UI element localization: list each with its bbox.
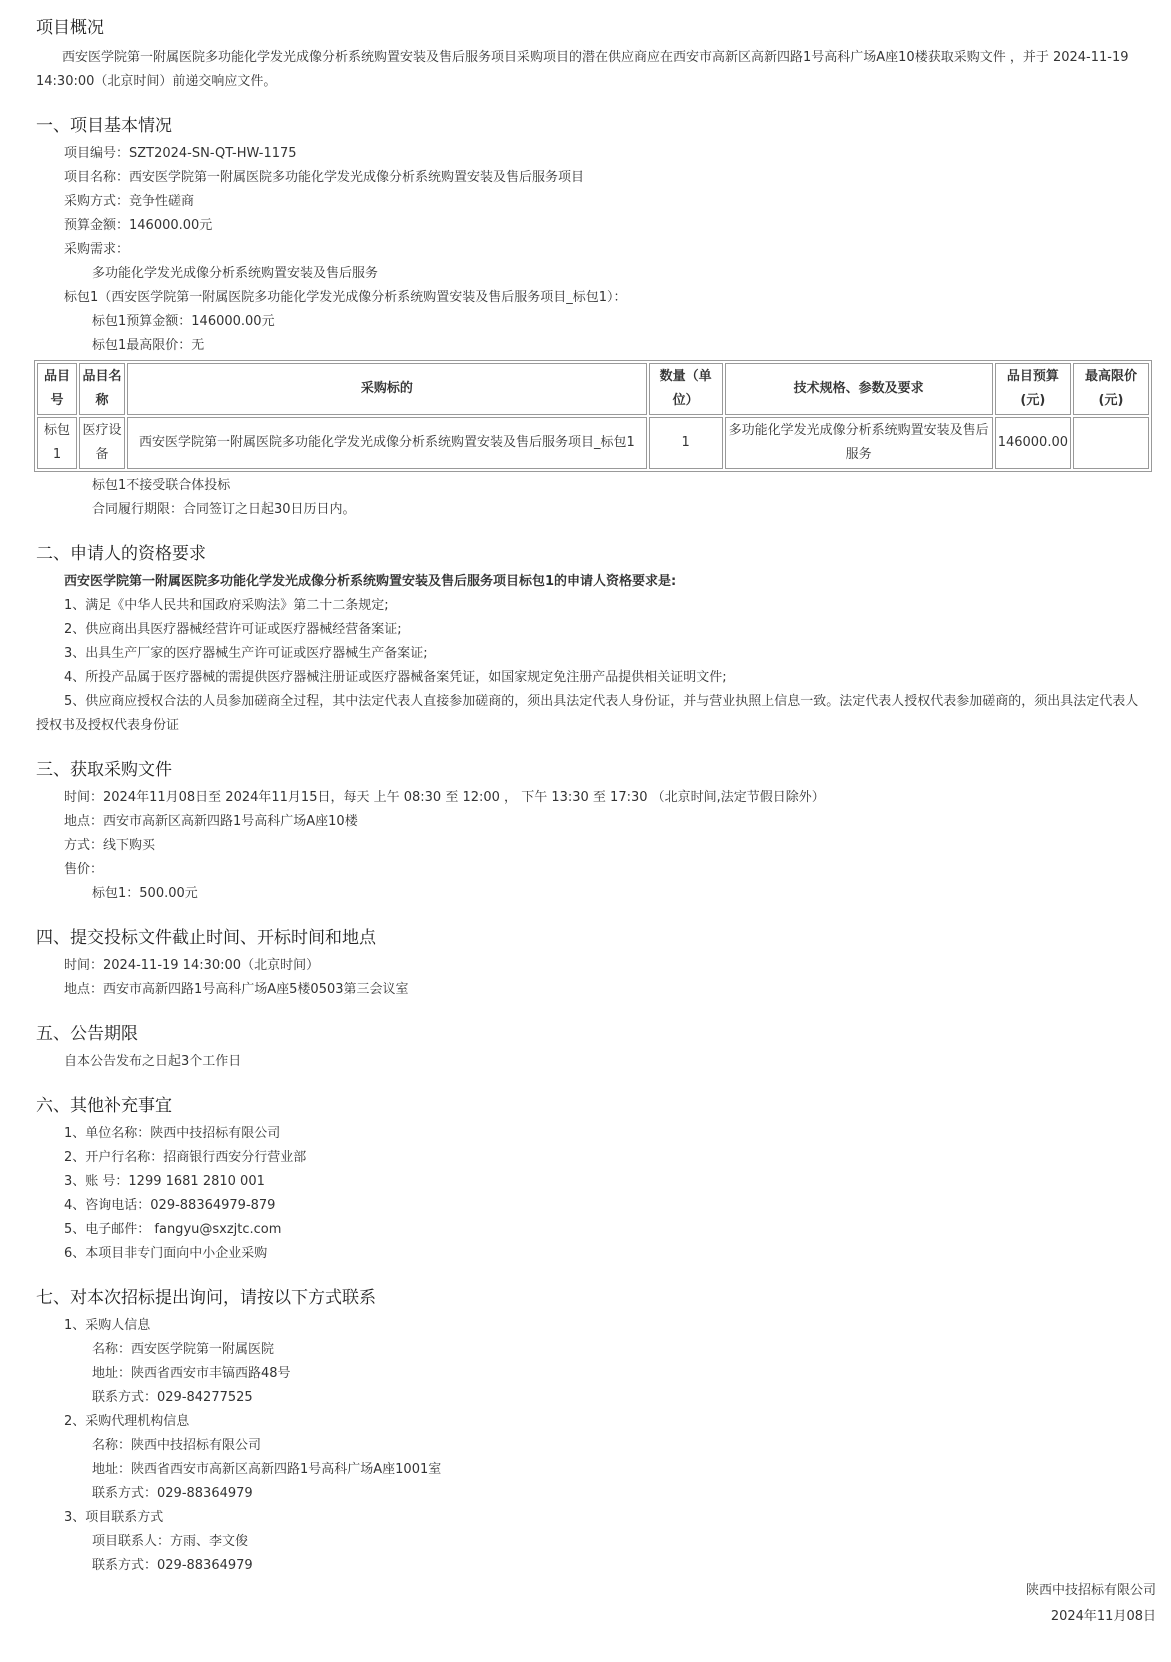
section-6-title: 六、其他补充事宜 bbox=[36, 1096, 172, 1116]
requirement-text: 多功能化学发光成像分析系统购置安装及售后服务 bbox=[92, 266, 379, 281]
header-subject: 采购标的 bbox=[127, 363, 647, 415]
project-name: 项目名称：西安医学院第一附属医院多功能化学发光成像分析系统购置安装及售后服务项目 bbox=[64, 170, 585, 185]
budget-amount: 预算金额：146000.00元 bbox=[64, 218, 213, 233]
cell-subject: 西安医学院第一附属医院多功能化学发光成像分析系统购置安装及售后服务项目_标包1 bbox=[127, 417, 647, 469]
supplement-item-2: 2、开户行名称：招商银行西安分行营业部 bbox=[64, 1150, 307, 1165]
footer-date: 2024年11月08日 bbox=[1050, 1609, 1156, 1624]
agent-address: 地址：陕西省西安市高新区高新四路1号高科广场A座1001室 bbox=[92, 1462, 442, 1477]
section-3-title: 三、获取采购文件 bbox=[36, 760, 172, 780]
cell-quantity: 1 bbox=[649, 417, 723, 469]
project-contact-person: 项目联系人：方雨、李文俊 bbox=[92, 1534, 249, 1549]
qualification-item-4: 4、所投产品属于医疗器械的需提供医疗器械注册证或医疗器械备案凭证，如国家规定免注册产品提供相关证明文件; bbox=[64, 670, 727, 685]
obtain-mode: 方式：线下购买 bbox=[64, 838, 156, 853]
cell-max-price bbox=[1073, 417, 1149, 469]
cell-item-budget: 146000.00 bbox=[995, 417, 1071, 469]
cell-spec: 多功能化学发光成像分析系统购置安装及售后服务 bbox=[725, 417, 993, 469]
lot-price: 标包1：500.00元 bbox=[92, 886, 198, 901]
qualification-item-3: 3、出具生产厂家的医疗器械生产许可证或医疗器械生产备案证; bbox=[64, 646, 428, 661]
opening-place: 地点：西安市高新四路1号高科广场A座5楼0503第三会议室 bbox=[64, 982, 409, 997]
section-2-title: 二、申请人的资格要求 bbox=[36, 544, 206, 564]
qualification-item-1: 1、满足《中华人民共和国政府采购法》第二十二条规定; bbox=[64, 598, 389, 613]
header-item-name: 品目名称 bbox=[79, 363, 125, 415]
agent-info-label: 2、采购代理机构信息 bbox=[64, 1414, 190, 1429]
lot-max-price: 标包1最高限价：无 bbox=[92, 338, 205, 353]
table-row bbox=[37, 417, 1149, 469]
lot-budget: 标包1预算金额：146000.00元 bbox=[92, 314, 275, 329]
supplement-item-5: 5、电子邮件： fangyu@sxzjtc.com bbox=[64, 1222, 282, 1237]
section-4-title: 四、提交投标文件截止时间、开标时间和地点 bbox=[36, 928, 376, 948]
header-spec: 技术规格、参数及要求 bbox=[725, 363, 993, 415]
buyer-address: 地址：陕西省西安市丰镐西路48号 bbox=[92, 1366, 291, 1381]
buyer-info-label: 1、采购人信息 bbox=[64, 1318, 151, 1333]
signature-block bbox=[36, 1578, 1156, 1630]
qualification-item-5: 5、供应商应授权合法的人员参加磋商全过程，其中法定代表人直接参加磋商的，须出具法定代表人身份证，并与营业执照上信息一致。法定代表人授权代表参加磋商的，须出具法定代表人授权书及授权代表身份证 bbox=[36, 694, 1139, 733]
qualification-lead: 西安医学院第一附属医院多功能化学发光成像分析系统购置安装及售后服务项目标包1的申请人资格要求是: bbox=[64, 574, 677, 589]
no-joint-bid: 标包1不接受联合体投标 bbox=[92, 478, 231, 493]
agent-contact: 联系方式：029-88364979 bbox=[92, 1486, 253, 1501]
project-contact-label: 3、项目联系方式 bbox=[64, 1510, 164, 1525]
header-max-price: 最高限价(元) bbox=[1073, 363, 1149, 415]
agent-name: 名称：陕西中技招标有限公司 bbox=[92, 1438, 262, 1453]
buyer-contact: 联系方式：029-84277525 bbox=[92, 1390, 253, 1405]
supplement-item-4: 4、咨询电话：029-88364979-879 bbox=[64, 1198, 276, 1213]
section-7-title: 七、对本次招标提出询问，请按以下方式联系 bbox=[36, 1288, 376, 1308]
header-quantity: 数量（单位） bbox=[649, 363, 723, 415]
header-item-no: 品目号 bbox=[37, 363, 77, 415]
section-1-title: 一、项目基本情况 bbox=[36, 116, 172, 136]
overview-text: 西安医学院第一附属医院多功能化学发光成像分析系统购置安装及售后服务项目采购项目的潜在供应商应在西安市高新区高新四路1号高科广场A座10楼获取采购文件 ，并于 2024-11-19 14:30:00（北京时间）前递交响应文件。 bbox=[36, 50, 1129, 89]
project-contact-phone: 联系方式：029-88364979 bbox=[92, 1558, 253, 1573]
cell-item-name: 医疗设备 bbox=[79, 417, 125, 469]
items-table bbox=[34, 360, 1152, 472]
obtain-time: 时间：2024年11月08日至 2024年11月15日，每天 上午 08:30 至 12:00 ， 下午 13:30 至 17:30 （北京时间,法定节假日除外） bbox=[64, 790, 825, 805]
lot-title: 标包1（西安医学院第一附属医院多功能化学发光成像分析系统购置安装及售后服务项目_标包1）： bbox=[64, 290, 627, 305]
procurement-method: 采购方式：竞争性磋商 bbox=[64, 194, 195, 209]
buyer-name: 名称：西安医学院第一附属医院 bbox=[92, 1342, 275, 1357]
obtain-place: 地点：西安市高新区高新四路1号高科广场A座10楼 bbox=[64, 814, 358, 829]
deadline-time: 时间：2024-11-19 14:30:00（北京时间） bbox=[64, 958, 320, 973]
notice-period: 自本公告发布之日起3个工作日 bbox=[64, 1054, 242, 1069]
supplement-item-6: 6、本项目非专门面向中小企业采购 bbox=[64, 1246, 268, 1261]
qualification-item-2: 2、供应商出具医疗器械经营许可证或医疗器械经营备案证; bbox=[64, 622, 402, 637]
section-5-title: 五、公告期限 bbox=[36, 1024, 138, 1044]
overview-title: 项目概况 bbox=[36, 18, 104, 38]
header-item-budget: 品目预算(元) bbox=[995, 363, 1071, 415]
cell-item-no: 标包1 bbox=[37, 417, 77, 469]
supplement-item-1: 1、单位名称：陕西中技招标有限公司 bbox=[64, 1126, 281, 1141]
price-label: 售价： bbox=[64, 862, 104, 877]
footer-company: 陕西中技招标有限公司 bbox=[1025, 1583, 1156, 1598]
contract-period: 合同履行期限：合同签订之日起30日历日内。 bbox=[92, 502, 356, 517]
table-header-row bbox=[37, 363, 1149, 415]
supplement-item-3: 3、账 号：1299 1681 2810 001 bbox=[64, 1174, 265, 1189]
project-code: 项目编号：SZT2024-SN-QT-HW-1175 bbox=[64, 146, 297, 161]
requirement-label: 采购需求： bbox=[64, 242, 130, 257]
